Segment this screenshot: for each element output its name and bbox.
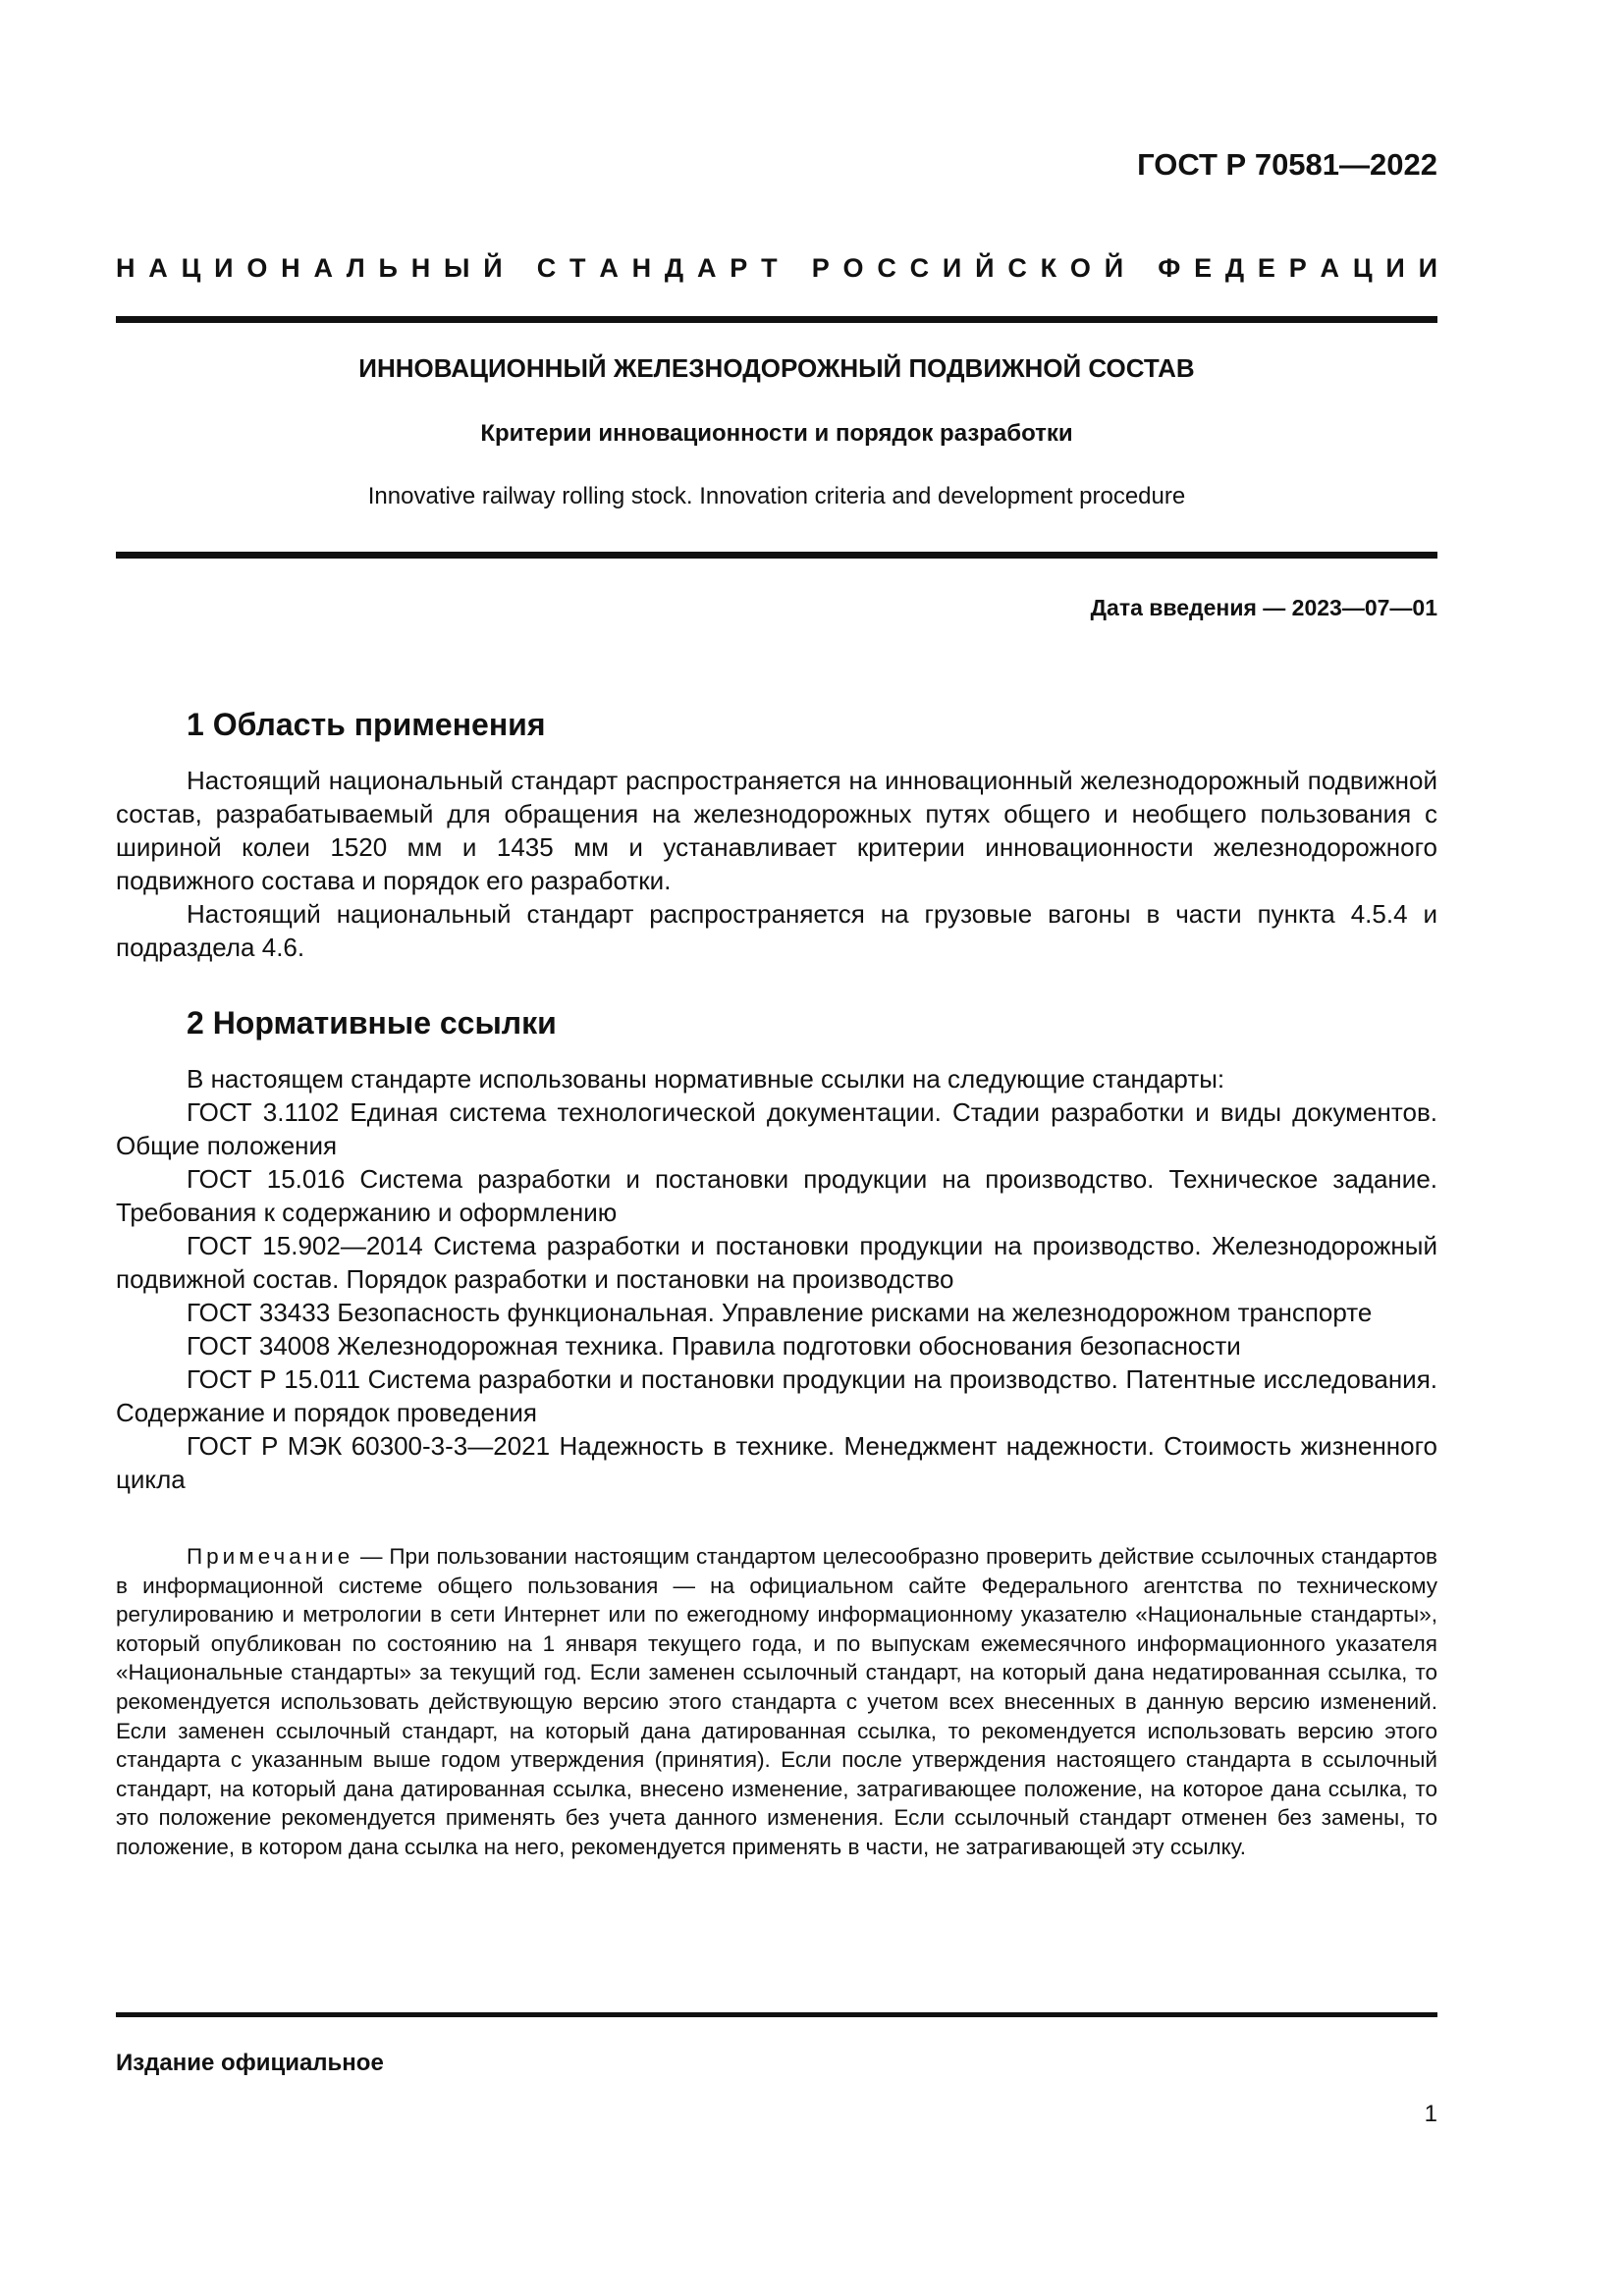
references-note [116, 1542, 1437, 1862]
banner-letter: И [1418, 253, 1437, 283]
banner-letter: Ы [443, 253, 470, 283]
banner-letter: И [942, 253, 962, 283]
banner-letter [790, 253, 798, 284]
banner-letter: И [214, 253, 234, 283]
banner-letter: О [1069, 253, 1091, 283]
introduction-date: Дата введения — 2023—07—01 [1090, 595, 1437, 620]
banner-letter: С [1007, 253, 1027, 283]
banner-letter: Д [664, 253, 684, 283]
banner-letter: К [1040, 253, 1057, 283]
banner-letter: Д [1224, 253, 1245, 283]
banner-letter: Н [631, 253, 652, 283]
note-text: — При пользовании настоящим стандартом целесообразно проверить действие ссылочных стандартов в информационной системе общего пользования — на официальном сайте Федерального агентства по техническому регулированию и метрологии в сети Интернет или по ежегодному информационному указателю «Национальные стандарты», который опубликован по состоянию на 1 января текущего года, и по выпускам ежемесячного информационного указателя «Национальные стандарты» за текущий год. Если заменен ссылочный стандарт, на который дана недатированная ссылка, то рекомендуется использовать действующую версию этого стандарта с учетом всех внесенных в данную версию изменений. Если заменен ссылочный стандарт, на который дана датированная ссылка, то рекомендуется использовать версию этого стандарта с указанным выше годом утверждения (принятия). Если после утверждения настоящего стандарта в ссылочный стандарт, на который дана датированная ссылка, внесено изменение, затрагивающее положение, на которое дана ссылка, то это положение рекомендуется применять без учета данного изменения. Если ссылочный стандарт отменен без замены, то положение, в котором дана ссылка на него, рекомендуется применять в части, не затрагивающей эту ссылку. [116, 1544, 1437, 1859]
document-title-english: Innovative railway rolling stock. Innovation criteria and development procedure [367, 483, 1186, 509]
banner-letter: Й [483, 253, 503, 283]
banner-letter: А [313, 253, 333, 283]
banner-letter: Л [346, 253, 365, 283]
banner-letter: Т [569, 253, 586, 283]
banner-letter: С [909, 253, 930, 283]
paragraph: Настоящий национальный стандарт распространяется на грузовые вагоны в части пункта 4.5.4 и подраздела 4.6. [116, 899, 1437, 962]
document-title: ИННОВАЦИОННЫЙ ЖЕЛЕЗНОДОРОЖНЫЙ ПОДВИЖНОЙ СОСТАВ [358, 353, 1195, 383]
national-standard-banner [116, 253, 1437, 284]
reference-item: ГОСТ Р МЭК 60300-3-3—2021 Надежность в технике. Менеджмент надежности. Стоимость жизненного цикла [116, 1431, 1437, 1494]
reference-item: ГОСТ 15.902—2014 Система разработки и постановки продукции на производство. Железнодорожный подвижной состав. Порядок разработки и постановки на производство [116, 1231, 1437, 1294]
reference-item: ГОСТ 15.016 Система разработки и постановки продукции на производство. Техническое задание. Требования к содержанию и оформлению [116, 1164, 1437, 1227]
banner-letter: С [536, 253, 557, 283]
section-heading-references: 2 Нормативные ссылки [187, 1005, 557, 1041]
title-rule [116, 552, 1437, 559]
banner-letter: О [246, 253, 268, 283]
reference-item: ГОСТ Р 15.011 Система разработки и постановки продукции на производство. Патентные исследования. Содержание и порядок проведения [116, 1364, 1437, 1427]
banner-letter: И [1385, 253, 1405, 283]
reference-item: ГОСТ 34008 Железнодорожная техника. Правила подготовки обоснования безопасности [187, 1331, 1241, 1361]
banner-letter: Т [761, 253, 778, 283]
banner-letter: А [148, 253, 168, 283]
banner-letter: А [696, 253, 717, 283]
banner-letter: Н [281, 253, 300, 283]
banner-letter: Й [1104, 253, 1124, 283]
banner-letter: Ц [181, 253, 201, 283]
reference-item: ГОСТ 33433 Безопасность функциональная. Управление рисками на железнодорожном транспорте [187, 1298, 1373, 1327]
paragraph: Настоящий национальный стандарт распространяется на инновационный железнодорожный подвижной состав, разрабатываемый для обращения на железнодорожных путях общего и необщего пользования с шириной колеи 1520 мм и 1435 мм и устанавливает критерии инновационности железнодорожного подвижного состава и порядок его разработки. [116, 766, 1437, 895]
banner-letter: О [842, 253, 864, 283]
banner-letter [1137, 253, 1145, 284]
edition-label: Издание официальное [116, 2050, 384, 2076]
banner-letter: Ь [378, 253, 398, 283]
banner-letter: С [877, 253, 896, 283]
banner-letter: Е [1194, 253, 1213, 283]
banner-letter: Р [730, 253, 748, 283]
section-scope-body [116, 764, 1437, 964]
document-page [116, 0, 1437, 2296]
top-rule [116, 316, 1437, 323]
banner-letter: Р [1288, 253, 1307, 283]
banner-letter: Ф [1158, 253, 1181, 283]
reference-item: ГОСТ 3.1102 Единая система технологической документации. Стадии разработки и виды документов. Общие положения [116, 1097, 1437, 1160]
banner-letter: Р [811, 253, 830, 283]
note-label: Примечание [187, 1544, 354, 1569]
footer-rule [116, 2012, 1437, 2017]
banner-letter [515, 253, 523, 284]
banner-letter: Н [116, 253, 135, 283]
document-code: ГОСТ Р 70581—2022 [1137, 147, 1437, 182]
section-heading-scope: 1 Область применения [187, 707, 546, 742]
banner-letter: Ц [1352, 253, 1373, 283]
banner-letter: А [1320, 253, 1340, 283]
banner-letter: Й [975, 253, 995, 283]
banner-letter: А [599, 253, 619, 283]
document-subtitle: Критерии инновационности и порядок разработки [480, 420, 1073, 447]
banner-letter: Е [1257, 253, 1275, 283]
page-number: 1 [1424, 2101, 1437, 2127]
references-list [116, 1062, 1437, 1496]
banner-letter: Н [410, 253, 431, 283]
paragraph: В настоящем стандарте использованы нормативные ссылки на следующие стандарты: [187, 1064, 1225, 1094]
